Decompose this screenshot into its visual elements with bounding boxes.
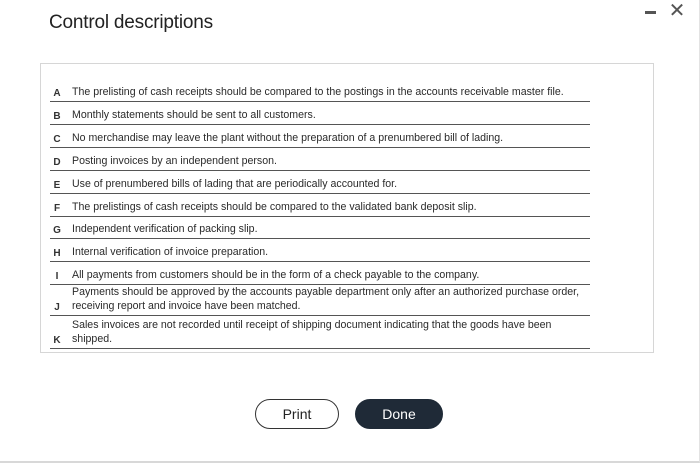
control-letter: A	[53, 88, 61, 99]
control-letter: G	[53, 225, 61, 236]
control-row-k	[50, 316, 590, 349]
control-text: The prelistings of cash receipts should be compared to the validated bank deposit slip.	[72, 201, 477, 213]
control-descriptions-table	[40, 63, 654, 353]
control-text: All payments from customers should be in the form of a check payable to the company.	[72, 269, 480, 281]
control-text: Payments should be approved by the accounts payable department only after an authorized purchase order, receiving report and invoice have been matched.	[72, 286, 580, 312]
control-text: The prelisting of cash receipts should be compared to the postings in the accounts receivable master file.	[72, 86, 564, 98]
control-row-f	[50, 194, 590, 217]
control-text: Monthly statements should be sent to all customers.	[72, 109, 316, 121]
control-text: Independent verification of packing slip.	[72, 223, 258, 235]
minimize-icon	[645, 11, 656, 14]
dialog-title: Control descriptions	[49, 12, 213, 33]
print-button[interactable]: Print	[255, 399, 339, 429]
control-text: Use of prenumbered bills of lading that are periodically accounted for.	[72, 178, 398, 190]
control-letter: I	[55, 271, 59, 282]
control-text: Posting invoices by an independent person.	[72, 155, 277, 167]
control-row-d	[50, 148, 590, 171]
control-letter: J	[54, 302, 60, 313]
control-text: Internal verification of invoice preparation.	[72, 246, 269, 258]
control-row-c	[50, 125, 590, 148]
control-letter: K	[53, 335, 61, 346]
close-button[interactable]	[667, 0, 687, 22]
control-row-j	[50, 285, 590, 316]
minimize-button[interactable]	[641, 0, 661, 22]
control-letter: D	[53, 157, 61, 168]
control-text: No merchandise may leave the plant without the preparation of a prenumbered bill of lading.	[72, 132, 504, 144]
control-letter: C	[53, 134, 61, 145]
control-row-h	[50, 239, 590, 262]
control-row-i	[50, 262, 590, 285]
close-icon: ✕	[668, 0, 686, 22]
control-letter: E	[53, 180, 61, 191]
control-row-g	[50, 217, 590, 239]
control-row-a	[50, 68, 590, 102]
control-row-e	[50, 171, 590, 194]
done-button[interactable]: Done	[355, 399, 443, 429]
control-row-b	[50, 102, 590, 125]
control-text: Sales invoices are not recorded until receipt of shipping document indicating that the goods have been shipped.	[72, 319, 552, 345]
control-letter: F	[53, 203, 61, 214]
control-letter: H	[53, 248, 61, 259]
control-letter: B	[53, 111, 61, 122]
